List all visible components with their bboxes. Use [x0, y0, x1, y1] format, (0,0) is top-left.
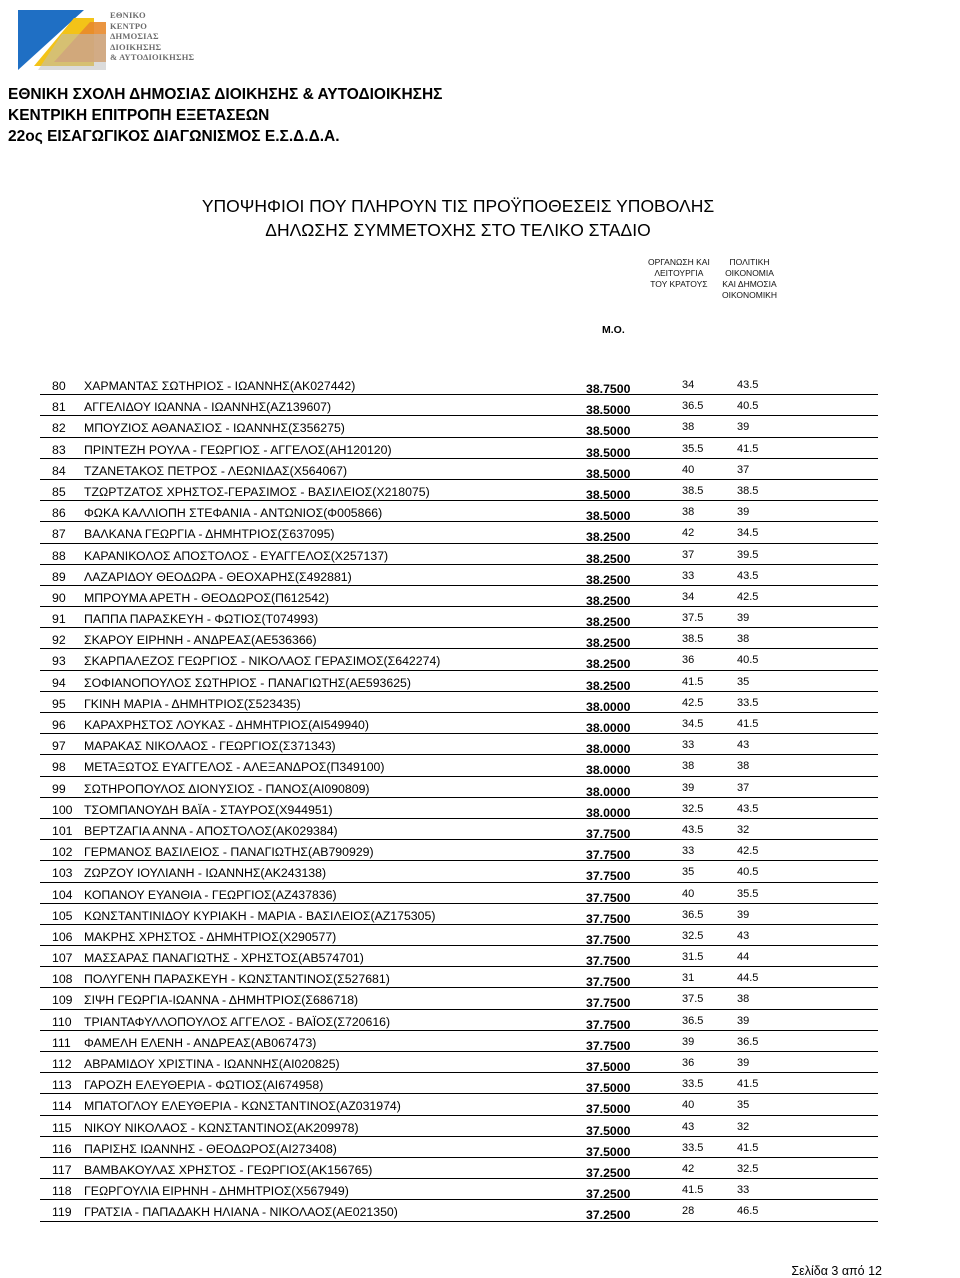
average-score: 38.5000 [586, 403, 631, 418]
table-row [40, 544, 878, 565]
candidate-name: ΤΖΩΡΤΖΑΤΟΣ ΧΡΗΣΤΟΣ-ΓΕΡΑΣΙΜΟΣ - ΒΑΣΙΛΕΙΟΣ(Χ218075) [84, 484, 430, 499]
row-number: 105 [52, 908, 73, 923]
candidate-name: ΤΖΑΝΕΤΑΚΟΣ ΠΕΤΡΟΣ - ΛΕΩΝΙΔΑΣ(Χ564067) [84, 463, 348, 478]
candidate-name: ΠΑΠΠΑ ΠΑΡΑΣΚΕΥΗ - ΦΩΤΙΟΣ(Τ074993) [84, 612, 319, 627]
candidate-name: ΠΟΛΥΓΕΝΗ ΠΑΡΑΣΚΕΥΗ - ΚΩΝΣΤΑΝΤΙΝΟΣ(Σ527681) [84, 972, 390, 987]
score-organization: 37.5 [682, 612, 704, 625]
score-economics: 36.5 [737, 1035, 759, 1048]
candidate-name: ΣΚΑΡΠΑΛΕΖΟΣ ΓΕΩΡΓΙΟΣ - ΝΙΚΟΛΑΟΣ ΓΕΡΑΣΙΜΟΣ(Σ642274) [84, 654, 441, 669]
table-row [40, 1094, 878, 1115]
score-economics: 42.5 [737, 845, 759, 858]
org-line-3: 22ος ΕΙΣΑΓΩΓΙΚΟΣ ΔΙΑΓΩΝΙΣΜΟΣ Ε.Σ.Δ.Δ.Α. [8, 128, 340, 145]
candidate-name: ΦΑΜΕΛΗ ΕΛΕΝΗ - ΑΝΔΡΕΑΣ(ΑΒ067473) [84, 1035, 317, 1050]
average-score: 37.2500 [586, 1165, 631, 1180]
average-score: 37.2500 [586, 1208, 631, 1223]
score-organization: 34.5 [682, 718, 704, 730]
score-organization: 36 [682, 1057, 695, 1069]
score-organization: 36.5 [682, 1014, 704, 1027]
table-row [40, 1010, 878, 1031]
table-row [40, 819, 878, 840]
average-score: 37.7500 [586, 954, 631, 969]
score-organization: 34 [682, 379, 695, 391]
score-economics: 40.5 [737, 866, 759, 879]
table-row [40, 988, 878, 1009]
average-score: 37.7500 [586, 890, 631, 905]
table-row [40, 1073, 878, 1094]
candidate-name: ΣΙΨΗ ΓΕΩΡΓΙΑ-ΙΩΑΝΝΑ - ΔΗΜΗΤΡΙΟΣ(Σ686718) [84, 993, 359, 1008]
table-row [40, 1179, 878, 1200]
candidate-name: ΝΙΚΟΥ ΝΙΚΟΛΑΟΣ - ΚΩΝΣΤΑΝΤΙΝΟΣ(ΑΚ209978) [84, 1120, 359, 1135]
table-row [40, 777, 878, 798]
candidate-name: ΠΡΙΝΤΕΖΗ ΡΟΥΛΑ - ΓΕΩΡΓΙΟΣ - ΑΓΓΕΛΟΣ(ΑΗ120120) [84, 442, 392, 457]
average-score: 37.7500 [586, 869, 631, 884]
candidate-name: ΑΓΓΕΛΙΔΟΥ ΙΩΑΝΝΑ - ΙΩΑΝΝΗΣ(ΑΖ139607) [84, 400, 332, 415]
score-organization: 33 [682, 845, 695, 858]
row-number: 94 [52, 675, 66, 690]
table-row [40, 671, 878, 692]
column-header-average: Μ.Ο. [602, 324, 625, 336]
table-row [40, 861, 878, 882]
candidate-name: ΓΑΡΟΖΗ ΕΛΕΥΘΕΡΙΑ - ΦΩΤΙΟΣ(ΑΙ674958) [84, 1078, 324, 1093]
candidate-name: ΜΑΚΡΗΣ ΧΡΗΣΤΟΣ - ΔΗΜΗΤΡΙΟΣ(Χ290577) [84, 929, 337, 944]
score-economics: 39 [737, 421, 750, 434]
table-row [40, 1137, 878, 1158]
table-row [40, 501, 878, 522]
table-row [40, 713, 878, 734]
row-number: 100 [52, 802, 73, 817]
row-number: 107 [52, 951, 73, 966]
candidate-name: ΤΡΙΑΝΤΑΦΥΛΛΟΠΟΥΛΟΣ ΑΓΓΕΛΟΣ - ΒΑΪΟΣ(Σ720616) [84, 1014, 391, 1029]
table-row [40, 628, 878, 649]
score-organization: 39 [682, 1035, 695, 1048]
score-organization: 37 [682, 548, 695, 561]
row-number: 104 [52, 887, 73, 902]
table-row [40, 1158, 878, 1179]
average-score: 38.0000 [586, 742, 631, 757]
score-economics: 38 [737, 633, 750, 646]
score-organization: 33 [682, 569, 695, 582]
row-number: 117 [52, 1162, 72, 1177]
score-organization: 41.5 [682, 675, 704, 688]
score-organization: 34 [682, 590, 695, 603]
score-organization: 35.5 [682, 442, 704, 455]
average-score: 37.5000 [586, 1081, 631, 1096]
score-organization: 38 [682, 506, 695, 519]
score-organization: 38.5 [682, 484, 704, 497]
table-row [40, 755, 878, 776]
row-number: 103 [52, 866, 73, 881]
average-score: 38.0000 [586, 784, 631, 799]
table-row [40, 416, 878, 437]
table-row [40, 1116, 878, 1137]
row-number: 86 [52, 506, 66, 521]
score-economics: 39.5 [737, 548, 759, 561]
logo [14, 4, 195, 76]
average-score: 38.2500 [586, 678, 631, 693]
score-economics: 43.5 [737, 569, 759, 582]
average-score: 38.2500 [586, 615, 631, 630]
page-number: Σελίδα 3 από 12 [791, 1264, 882, 1278]
candidate-name: ΣΩΤΗΡΟΠΟΥΛΟΣ ΔΙΟΝΥΣΙΟΣ - ΠΑΝΟΣ(ΑΙ090809) [84, 781, 370, 796]
row-number: 83 [52, 442, 66, 457]
candidate-name: ΓΚΙΝΗ ΜΑΡΙΑ - ΔΗΜΗΤΡΙΟΣ(Σ523435) [84, 696, 301, 711]
average-score: 37.5000 [586, 1060, 631, 1074]
column-header-organization: ΟΡΓΑΝΩΣΗ ΚΑΙ ΛΕΙΤΟΥΡΓΙΑ ΤΟΥ ΚΡΑΤΟΥΣ [648, 257, 710, 289]
row-number: 87 [52, 527, 66, 542]
table-row [40, 607, 878, 628]
table-row [40, 904, 878, 925]
score-economics: 34.5 [737, 527, 759, 540]
score-economics: 35 [737, 675, 750, 688]
candidate-name: ΣΚΑΡΟΥ ΕΙΡΗΝΗ - ΑΝΔΡΕΑΣ(ΑΕ536366) [84, 633, 317, 648]
score-organization: 31.5 [682, 951, 704, 964]
score-economics: 32 [737, 823, 750, 836]
average-score: 37.7500 [586, 996, 631, 1011]
score-economics: 37 [737, 463, 750, 476]
average-score: 38.5000 [586, 487, 631, 502]
row-number: 119 [52, 1205, 72, 1220]
candidate-name: ΜΕΤΑΞΩΤΟΣ ΕΥΑΓΓΕΛΟΣ - ΑΛΕΞΑΝΔΡΟΣ(Π349100) [84, 760, 385, 775]
score-economics: 40.5 [737, 400, 759, 413]
score-economics: 37 [737, 781, 750, 794]
row-number: 118 [52, 1184, 72, 1199]
row-number: 97 [52, 739, 66, 754]
average-score: 37.5000 [586, 1102, 631, 1117]
average-score: 37.7500 [586, 911, 631, 926]
row-number: 98 [52, 760, 66, 775]
score-organization: 40 [682, 887, 695, 900]
candidate-name: ΜΑΣΣΑΡΑΣ ΠΑΝΑΓΙΩΤΗΣ - ΧΡΗΣΤΟΣ(ΑΒ574701) [84, 951, 364, 966]
row-number: 84 [52, 463, 66, 478]
candidate-name: ΣΟΦΙΑΝΟΠΟΥΛΟΣ ΣΩΤΗΡΙΟΣ - ΠΑΝΑΓΙΩΤΗΣ(ΑΕ593625) [84, 675, 411, 690]
row-number: 113 [52, 1078, 72, 1093]
title-line-1: ΥΠΟΨΗΦΙΟΙ ΠΟΥ ΠΛΗΡΟΥΝ ΤΙΣ ΠΡΟΫΠΟΘΕΣΕΙΣ ΥΠΟΒΟΛΗΣ [201, 196, 715, 216]
candidate-name: ΒΕΡΤΖΑΓΙΑ ΑΝΝΑ - ΑΠΟΣΤΟΛΟΣ(ΑΚ029384) [84, 823, 338, 838]
average-score: 38.2500 [586, 530, 631, 545]
score-economics: 44 [737, 951, 750, 964]
table-row [40, 565, 878, 586]
candidate-name: ΖΩΡΖΟΥ ΙΟΥΛΙΑΝΗ - ΙΩΑΝΝΗΣ(ΑΚ243138) [84, 866, 327, 881]
average-score: 37.7500 [586, 826, 631, 841]
score-economics: 41.5 [737, 1078, 759, 1091]
organization-header [8, 84, 442, 147]
row-number: 115 [52, 1120, 72, 1135]
score-organization: 32.5 [682, 802, 704, 815]
score-economics: 38 [737, 760, 750, 773]
score-economics: 38.5 [737, 484, 759, 497]
row-number: 112 [52, 1057, 72, 1071]
row-number: 95 [52, 696, 66, 711]
score-organization: 32.5 [682, 929, 704, 942]
row-number: 96 [52, 718, 66, 732]
score-organization: 42.5 [682, 696, 704, 709]
score-organization: 33.5 [682, 1078, 704, 1091]
candidate-name: ΤΣΟΜΠΑΝΟΥΔΗ ΒΑΪΑ - ΣΤΑΥΡΟΣ(Χ944951) [84, 802, 333, 817]
candidate-name: ΒΑΜΒΑΚΟΥΛΑΣ ΧΡΗΣΤΟΣ - ΓΕΩΡΓΙΟΣ(ΑΚ156765) [84, 1162, 373, 1177]
average-score: 38.0000 [586, 805, 631, 820]
score-economics: 33 [737, 1184, 750, 1197]
table-row [40, 395, 878, 416]
average-score: 37.7500 [586, 932, 631, 947]
row-number: 89 [52, 569, 66, 584]
average-score: 38.5000 [586, 509, 631, 524]
row-number: 93 [52, 654, 66, 669]
score-economics: 43 [737, 739, 750, 752]
candidate-name: ΧΑΡΜΑΝΤΑΣ ΣΩΤΗΡΙΟΣ - ΙΩΑΝΝΗΣ(ΑΚ027442) [84, 379, 356, 393]
score-organization: 40 [682, 1099, 695, 1112]
average-score: 38.5000 [586, 445, 631, 460]
row-number: 110 [52, 1014, 72, 1029]
org-line-2: ΚΕΝΤΡΙΚΗ ΕΠΙΤΡΟΠΗ ΕΞΕΤΑΣΕΩΝ [8, 107, 270, 124]
score-organization: 31 [682, 972, 695, 985]
score-organization: 33 [682, 739, 695, 752]
candidate-name: ΜΑΡΑΚΑΣ ΝΙΚΟΛΑΟΣ - ΓΕΩΡΓΙΟΣ(Σ371343) [84, 739, 336, 754]
score-economics: 39 [737, 1014, 750, 1027]
table-row [40, 459, 878, 480]
score-economics: 43.5 [737, 802, 759, 815]
candidate-name: ΜΠΡΟΥΜΑ ΑΡΕΤΗ - ΘΕΟΔΩΡΟΣ(Π612542) [84, 590, 330, 605]
average-score: 37.7500 [586, 1017, 631, 1032]
row-number: 109 [52, 993, 73, 1008]
row-number: 101 [52, 823, 73, 838]
candidate-name: ΛΑΖΑΡΙΔΟΥ ΘΕΟΔΩΡΑ - ΘΕΟΧΑΡΗΣ(Σ492881) [84, 569, 352, 584]
average-score: 38.5000 [586, 424, 631, 439]
table-row [40, 925, 878, 946]
row-number: 111 [52, 1035, 71, 1050]
row-number: 92 [52, 633, 66, 648]
average-score: 37.5000 [586, 1123, 631, 1138]
table-row [40, 1200, 878, 1221]
candidate-name: ΚΩΝΣΤΑΝΤΙΝΙΔΟΥ ΚΥΡΙΑΚΗ - ΜΑΡΙΑ - ΒΑΣΙΛΕΙΟΣ(ΑΖ175305) [84, 908, 436, 923]
average-score: 38.2500 [586, 572, 631, 587]
org-line-1: ΕΘΝΙΚΗ ΣΧΟΛΗ ΔΗΜΟΣΙΑΣ ΔΙΟΙΚΗΣΗΣ & ΑΥΤΟΔΙΟΙΚΗΣΗΣ [8, 86, 443, 103]
score-economics: 35 [737, 1099, 750, 1112]
score-organization: 38 [682, 421, 695, 434]
score-economics: 35.5 [737, 887, 759, 900]
score-organization: 36.5 [682, 400, 704, 413]
score-organization: 40 [682, 463, 695, 476]
score-economics: 39 [737, 612, 750, 625]
table-row [40, 946, 878, 967]
table-row [40, 967, 878, 988]
score-organization: 41.5 [682, 1184, 704, 1197]
table-row [40, 586, 878, 607]
average-score: 37.5000 [586, 1144, 631, 1159]
row-number: 108 [52, 972, 73, 987]
score-organization: 42 [682, 1162, 695, 1175]
average-score: 38.5000 [586, 466, 631, 481]
logo-emblem-icon [14, 4, 110, 76]
average-score: 38.0000 [586, 721, 631, 735]
score-economics: 41.5 [737, 1141, 759, 1154]
row-number: 80 [52, 379, 66, 393]
score-economics: 40.5 [737, 654, 759, 667]
results-table [40, 374, 878, 1222]
score-organization: 39 [682, 781, 695, 794]
average-score: 38.2500 [586, 593, 631, 608]
average-score: 38.2500 [586, 657, 631, 672]
score-organization: 37.5 [682, 993, 704, 1006]
candidate-name: ΦΩΚΑ ΚΑΛΛΙΟΠΗ ΣΤΕΦΑΝΙΑ - ΑΝΤΩΝΙΟΣ(Φ005866) [84, 506, 383, 521]
row-number: 102 [52, 845, 73, 860]
candidate-name: ΠΑΡΙΣΗΣ ΙΩΑΝΝΗΣ - ΘΕΟΔΩΡΟΣ(ΑΙ273408) [84, 1141, 337, 1156]
candidate-name: ΚΑΡΑΧΡΗΣΤΟΣ ΛΟΥΚΑΣ - ΔΗΜΗΤΡΙΟΣ(ΑΙ549940) [84, 718, 369, 732]
average-score: 38.2500 [586, 636, 631, 651]
row-number: 91 [52, 612, 66, 627]
score-economics: 41.5 [737, 442, 759, 455]
score-organization: 38.5 [682, 633, 704, 646]
candidate-name: ΓΕΩΡΓΟΥΛΙΑ ΕΙΡΗΝΗ - ΔΗΜΗΤΡΙΟΣ(Χ567949) [84, 1184, 349, 1199]
score-organization: 28 [682, 1205, 695, 1218]
row-number: 99 [52, 781, 66, 796]
row-number: 81 [52, 400, 66, 415]
score-economics: 32 [737, 1120, 750, 1133]
score-economics: 44.5 [737, 972, 759, 985]
column-header-economics: ΠΟΛΙΤΙΚΗ ΟΙΚΟΝΟΜΙΑ ΚΑΙ ΔΗΜΟΣΙΑ ΟΙΚΟΝΟΜΙΚΗ [722, 257, 777, 300]
score-organization: 43.5 [682, 823, 704, 836]
average-score: 38.2500 [586, 551, 631, 566]
score-organization: 33.5 [682, 1141, 704, 1154]
table-row [40, 374, 878, 395]
average-score: 38.7500 [586, 382, 631, 396]
score-economics: 33.5 [737, 696, 759, 709]
table-row [40, 883, 878, 904]
score-economics: 38 [737, 993, 750, 1006]
score-economics: 46.5 [737, 1205, 759, 1218]
candidate-name: ΜΠΟΥΖΙΟΣ ΑΘΑΝΑΣΙΟΣ - ΙΩΑΝΝΗΣ(Σ356275) [84, 421, 345, 436]
score-organization: 35 [682, 866, 695, 879]
average-score: 37.7500 [586, 848, 631, 863]
average-score: 37.7500 [586, 975, 631, 990]
candidate-name: ΚΟΠΑΝΟΥ ΕΥΑΝΘΙΑ - ΓΕΩΡΓΙΟΣ(ΑΖ437836) [84, 887, 337, 902]
candidate-name: ΓΡΑΤΣΙΑ - ΠΑΠΑΔΑΚΗ ΗΛΙΑΝΑ - ΝΙΚΟΛΑΟΣ(ΑΕ021350) [84, 1205, 398, 1220]
title-line-2: ΔΗΛΩΣΗΣ ΣΥΜΜΕΤΟΧΗΣ ΣΤΟ ΤΕΛΙΚΟ ΣΤΑΔΙΟ [265, 220, 651, 240]
table-row [40, 1031, 878, 1052]
table-row [40, 480, 878, 501]
score-organization: 38 [682, 760, 695, 773]
score-economics: 39 [737, 1057, 750, 1069]
average-score: 38.0000 [586, 763, 631, 778]
score-organization: 36 [682, 654, 695, 667]
table-row [40, 438, 878, 459]
candidate-name: ΑΒΡΑΜΙΔΟΥ ΧΡΙΣΤΙΝΑ - ΙΩΑΝΝΗΣ(ΑΙ020825) [84, 1057, 340, 1071]
score-economics: 43 [737, 929, 750, 942]
score-economics: 42.5 [737, 590, 759, 603]
row-number: 114 [52, 1099, 72, 1114]
candidate-name: ΒΑΛΚΑΝΑ ΓΕΩΡΓΙΑ - ΔΗΜΗΤΡΙΟΣ(Σ637095) [84, 527, 335, 542]
table-row [40, 692, 878, 713]
document-title [0, 194, 916, 242]
score-economics: 39 [737, 908, 750, 921]
table-row [40, 734, 878, 755]
row-number: 106 [52, 929, 73, 944]
row-number: 90 [52, 590, 66, 605]
score-economics: 43.5 [737, 379, 759, 391]
row-number: 82 [52, 421, 66, 436]
candidate-name: ΜΠΑΤΟΓΛΟΥ ΕΛΕΥΘΕΡΙΑ - ΚΩΝΣΤΑΝΤΙΝΟΣ(ΑΖ031974) [84, 1099, 401, 1114]
score-economics: 32.5 [737, 1162, 759, 1175]
table-row [40, 649, 878, 670]
row-number: 116 [52, 1141, 72, 1156]
table-row [40, 840, 878, 861]
candidate-name: ΚΑΡΑΝΙΚΟΛΟΣ ΑΠΟΣΤΟΛΟΣ - ΕΥΑΓΓΕΛΟΣ(Χ257137) [84, 548, 389, 563]
score-organization: 42 [682, 527, 695, 540]
table-row [40, 798, 878, 819]
candidate-name: ΓΕΡΜΑΝΟΣ ΒΑΣΙΛΕΙΟΣ - ΠΑΝΑΓΙΩΤΗΣ(ΑΒ790929) [84, 845, 374, 860]
table-row [40, 522, 878, 543]
average-score: 37.2500 [586, 1187, 631, 1202]
table-row [40, 1052, 878, 1073]
score-economics: 41.5 [737, 718, 759, 730]
row-number: 88 [52, 548, 66, 563]
score-organization: 43 [682, 1120, 695, 1133]
score-organization: 36.5 [682, 908, 704, 921]
score-economics: 39 [737, 506, 750, 519]
row-number: 85 [52, 484, 66, 499]
average-score: 37.7500 [586, 1038, 631, 1053]
logo-text: ΕΘΝΙΚΟ ΚΕΝΤΡΟ ΔΗΜΟΣΙΑΣ ΔΙΟΙΚΗΣΗΣ & ΑΥΤΟΔΙΟΙΚΗΣΗΣ [110, 10, 195, 62]
average-score: 38.0000 [586, 699, 631, 714]
